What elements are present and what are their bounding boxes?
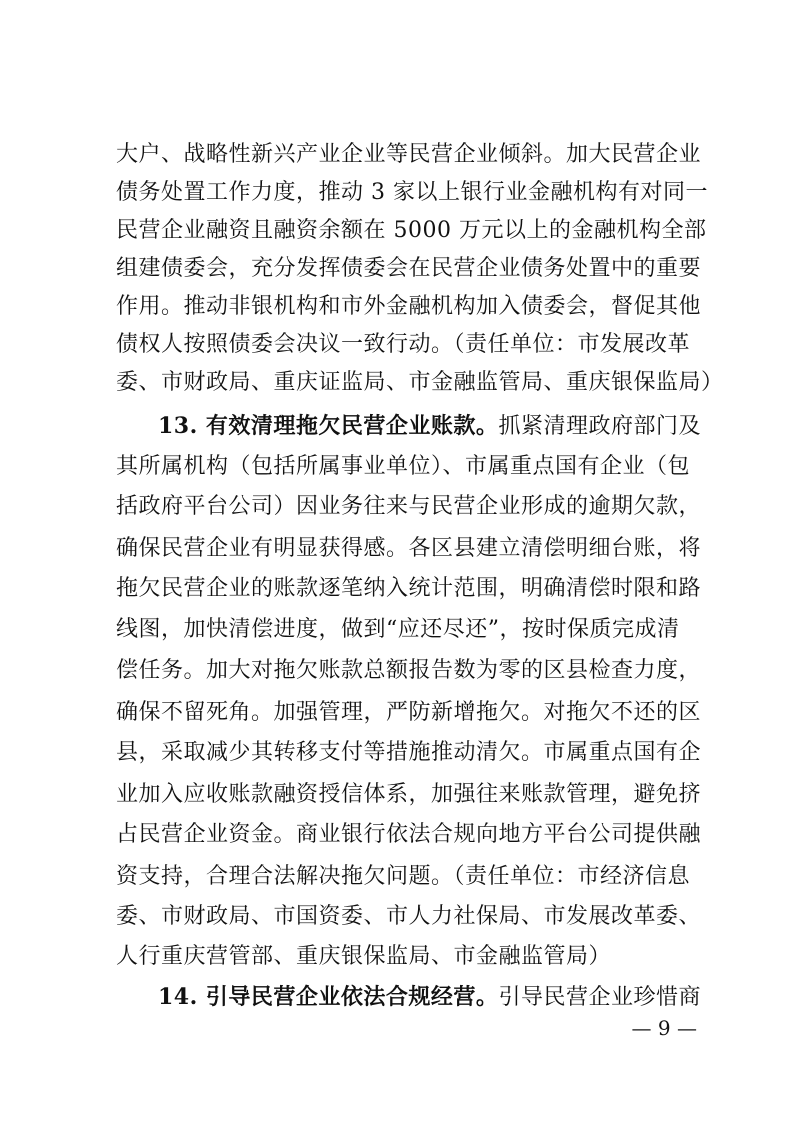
text-line: 括政府平台公司）因业务往来与民营企业形成的逾期欠款，: [116, 494, 702, 519]
text-line: 确保民营企业有明显获得感。各区县建立清偿明细台账，将: [116, 536, 702, 561]
item-13-heading: 13. 有效清理拖欠民营企业账款。: [158, 413, 499, 439]
text-line: 作用。推动非银机构和市外金融机构加入债委会，督促其他: [116, 294, 702, 319]
text-line: 其所属机构（包括所属事业单位）、市属重点国有企业（包: [116, 454, 691, 479]
text-line: 委、市财政局、市国资委、市人力社保局、市发展改革委、: [116, 904, 702, 929]
text-line: 民营企业融资且融资余额在 5000 万元以上的金融机构全部: [116, 218, 707, 243]
item-13-first-line: [0, 411, 793, 441]
text-line: 线图，加快清偿进度，做到“应还尽还”，按时保质完成清: [116, 617, 680, 642]
text-line: 大户、战略性新兴产业企业等民营企业倾斜。加大民营企业: [116, 142, 702, 167]
text-line: 资支持，合理合法解决拖欠问题。（责任单位：市经济信息: [116, 864, 691, 889]
text-line: 债权人按照债委会决议一致行动。（责任单位：市发展改革: [116, 332, 691, 357]
item-14-first-line-text: 引导民营企业珍惜商: [498, 985, 701, 1010]
text-line: 县，采取减少其转移支付等措施推动清欠。市属重点国有企: [116, 740, 702, 765]
text-line: 确保不留死角。加强管理，严防新增拖欠。对拖欠不还的区: [116, 700, 702, 725]
item-13-first-line-text: 抓紧清理政府部门及: [498, 414, 701, 439]
text-line: 委、市财政局、重庆证监局、市金融监管局、重庆银保监局）: [116, 370, 724, 395]
item-14-heading: 14. 引导民营企业依法合规经营。: [158, 984, 499, 1010]
text-line: 占民营企业资金。商业银行依法合规向地方平台公司提供融: [116, 822, 702, 847]
text-line: 人行重庆营管部、重庆银保监局、市金融监管局）: [116, 944, 612, 969]
page-number: — 9 —: [631, 1016, 697, 1040]
text-line: 业加入应收账款融资授信体系，加强往来账款管理，避免挤: [116, 782, 702, 807]
text-line: 债务处置工作力度，推动 3 家以上银行业金融机构有对同一: [116, 180, 708, 205]
item-14-first-line: [0, 982, 793, 1012]
text-line: 偿任务。加大对拖欠账款总额报告数为零的区县检查力度，: [116, 658, 702, 683]
text-line: 组建债委会，充分发挥债委会在民营企业债务处置中的重要: [116, 256, 702, 281]
text-line: 拖欠民营企业的账款逐笔纳入统计范围，明确清偿时限和路: [116, 576, 702, 601]
